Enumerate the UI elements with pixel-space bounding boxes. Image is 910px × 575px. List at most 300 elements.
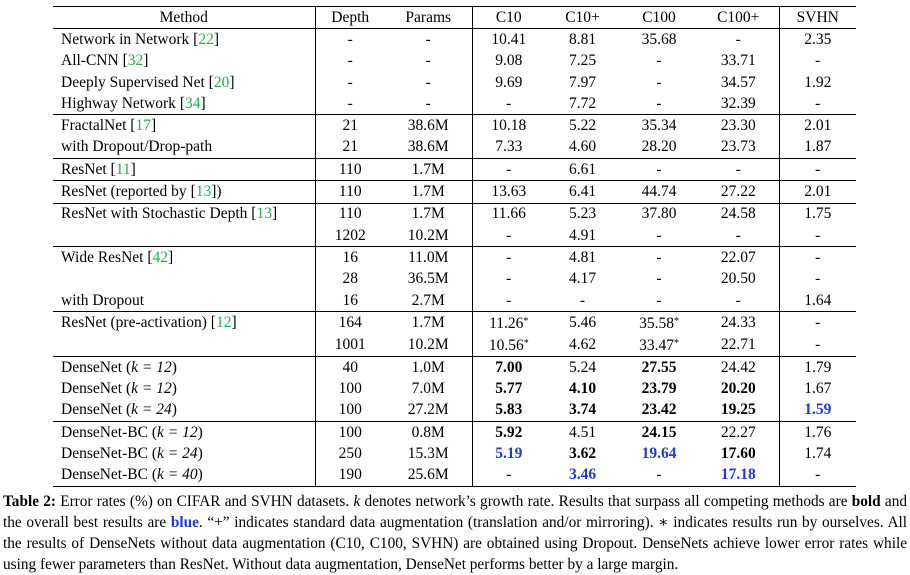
value-cell: [779, 334, 856, 357]
table-caption: [3, 491, 907, 575]
cell-value: 110: [338, 205, 362, 223]
cell-value: -: [579, 291, 586, 309]
value-cell: [620, 225, 698, 247]
value-cell: [385, 312, 472, 335]
cell-value: -: [815, 270, 821, 288]
cell-value: 7.0M: [411, 380, 445, 398]
value-cell: [698, 247, 779, 269]
value-cell: [620, 269, 698, 290]
table-row: [53, 378, 856, 399]
method-suffix: ): [197, 444, 203, 462]
cell-value: 1001: [334, 336, 366, 354]
method-cell: [53, 334, 315, 357]
table-row: [53, 334, 856, 357]
cell-value: 33.47: [639, 337, 674, 355]
value-cell: [385, 181, 472, 203]
cell-value: 110: [338, 160, 362, 178]
cell-value: 16: [342, 248, 358, 266]
value-cell: [779, 290, 856, 312]
value-cell: [545, 51, 620, 72]
value-cell: [620, 400, 698, 422]
cell-value: -: [735, 226, 741, 244]
cell-value: 27.55: [641, 358, 677, 376]
table-row: [53, 181, 856, 203]
caption-blue-word: blue: [170, 514, 199, 531]
value-cell: [315, 247, 385, 269]
cell-value: -: [347, 52, 353, 70]
value-cell: [472, 247, 545, 269]
method-cell: [53, 400, 315, 422]
method-cell: [53, 443, 315, 464]
cell-value: 4.10: [568, 380, 597, 398]
method-cell: [53, 465, 315, 487]
value-cell: [545, 181, 620, 203]
value-cell: [385, 137, 472, 159]
column-header: C10: [472, 7, 545, 29]
cell-value: 3.62: [568, 444, 597, 462]
cell-value: 24.58: [720, 205, 756, 223]
cell-value: -: [506, 94, 512, 112]
table-header-row: [53, 7, 856, 29]
cell-value: 0.8M: [411, 423, 445, 441]
cell-value: 35.34: [641, 117, 677, 135]
citation-link[interactable]: 34: [184, 94, 201, 112]
cell-value: 1.7M: [411, 314, 445, 332]
value-cell: [779, 443, 856, 464]
value-cell: [698, 334, 779, 357]
cell-value: 1.64: [804, 291, 832, 309]
cell-value: 34.57: [720, 73, 756, 91]
cell-value: 4.17: [568, 270, 597, 288]
cell-value: -: [815, 248, 821, 266]
value-cell: [779, 159, 856, 181]
value-cell: [385, 290, 472, 312]
cell-value: 13.63: [491, 183, 527, 201]
cell-value: 11.0M: [408, 248, 449, 266]
value-cell: [545, 290, 620, 312]
value-cell: [698, 312, 779, 335]
method-suffix: ): [171, 380, 177, 398]
method-name: with Dropout/Drop-path: [61, 138, 213, 156]
growth-rate: k = 12: [131, 380, 172, 398]
cell-value: -: [815, 314, 821, 332]
citation-link[interactable]: 11: [115, 160, 131, 178]
citation-link[interactable]: 32: [127, 52, 144, 70]
method-cell: ResNet [11]: [53, 159, 315, 181]
cell-value: -: [506, 291, 512, 309]
method-name: All-CNN: [61, 52, 119, 70]
value-cell: [779, 115, 856, 137]
cell-value: 5.92: [495, 423, 523, 441]
cell-value: 7.25: [568, 52, 597, 70]
value-cell: [779, 137, 856, 159]
value-cell: [315, 93, 385, 115]
method-cell: ResNet with Stochastic Depth [13]: [53, 203, 315, 225]
value-cell: [472, 137, 545, 159]
value-cell: [779, 72, 856, 93]
value-cell: [315, 400, 385, 422]
value-cell: [472, 159, 545, 181]
cell-value: 38.6M: [407, 117, 449, 135]
citation-link[interactable]: 13: [195, 183, 212, 201]
value-cell: [545, 422, 620, 444]
value-cell: [545, 203, 620, 225]
table-row: [53, 93, 856, 115]
cell-value: 1.79: [804, 358, 832, 376]
method-suffix: ): [216, 183, 222, 201]
cell-value: 164: [338, 314, 362, 332]
cell-value: -: [506, 248, 512, 266]
cell-value: -: [656, 270, 662, 288]
method-suffix: ): [171, 358, 177, 376]
cell-value: 10.2M: [407, 336, 449, 354]
growth-rate: k = 24: [157, 444, 198, 462]
method-cell: [53, 290, 315, 312]
value-cell: [620, 290, 698, 312]
citation-link[interactable]: 13: [256, 205, 272, 223]
column-header: Method: [53, 7, 315, 29]
cell-value: 22.71: [720, 336, 756, 354]
cell-value: 8.81: [568, 30, 597, 48]
method-name: DenseNet-BC (: [61, 423, 157, 441]
method-suffix: ): [197, 423, 203, 441]
cell-value: -: [347, 94, 353, 112]
cell-value: 10.18: [491, 117, 527, 135]
value-cell: [779, 225, 856, 247]
caption-text-2: denotes network’s growth rate. Results that surpass all competing methods are: [360, 493, 852, 510]
caption-label: Table 2:: [3, 493, 56, 510]
value-cell: [385, 247, 472, 269]
citation-link[interactable]: 42: [152, 248, 168, 266]
value-cell: [315, 51, 385, 72]
value-cell: [620, 72, 698, 93]
cell-value: -: [506, 270, 512, 288]
value-cell: [315, 137, 385, 159]
value-cell: [472, 203, 545, 225]
value-cell: [385, 115, 472, 137]
method-cell: [53, 422, 315, 444]
table-row: [53, 225, 856, 247]
own-run-marker: *: [673, 338, 679, 350]
method-cell: [53, 357, 315, 379]
cell-value: 9.08: [495, 52, 523, 70]
column-header: SVHN: [779, 7, 856, 29]
cell-value: 10.56: [488, 337, 524, 355]
cell-value: 24.15: [641, 423, 677, 441]
cell-value: -: [506, 466, 512, 484]
method-name: with Dropout: [61, 291, 145, 309]
value-cell: [472, 290, 545, 312]
cell-value: -: [347, 73, 353, 91]
cell-value: 17.18: [720, 466, 756, 484]
value-cell: [315, 465, 385, 487]
method-name: Network in Network: [61, 30, 190, 48]
value-cell: [620, 159, 698, 181]
cell-value: -: [815, 160, 821, 178]
cell-value: 35.68: [641, 30, 677, 48]
value-cell: [779, 400, 856, 422]
cell-value: 4.60: [568, 138, 597, 156]
value-cell: [698, 422, 779, 444]
method-name: Deeply Supervised Net: [61, 73, 205, 91]
table-row: [53, 137, 856, 159]
value-cell: [620, 115, 698, 137]
value-cell: [779, 93, 856, 115]
cell-value: 5.77: [495, 380, 523, 398]
method-cell: ResNet (reported by [13]): [53, 181, 315, 203]
cell-value: -: [735, 160, 741, 178]
value-cell: [315, 312, 385, 335]
value-cell: [620, 203, 698, 225]
value-cell: [698, 269, 779, 290]
value-cell: [698, 357, 779, 379]
value-cell: [620, 181, 698, 203]
table-row: [53, 422, 856, 444]
results-table: [53, 6, 856, 487]
value-cell: [315, 378, 385, 399]
value-cell: [385, 72, 472, 93]
cell-value: -: [425, 73, 431, 91]
method-name: Wide ResNet: [61, 248, 144, 266]
cell-value: 23.73: [720, 138, 756, 156]
value-cell: [698, 225, 779, 247]
cell-value: 11.66: [491, 205, 526, 223]
cell-value: 10.2M: [407, 226, 449, 244]
cell-value: 5.83: [495, 401, 523, 419]
cell-value: -: [656, 73, 662, 91]
value-cell: [698, 29, 779, 51]
value-cell: [545, 400, 620, 422]
table-row: [53, 400, 856, 422]
cell-value: 5.19: [495, 444, 523, 462]
value-cell: [385, 269, 472, 290]
growth-rate: k = 40: [157, 466, 198, 484]
value-cell: [385, 378, 472, 399]
table-row: [53, 115, 856, 137]
value-cell: [698, 51, 779, 72]
cell-value: 1.7M: [411, 160, 445, 178]
value-cell: [385, 29, 472, 51]
value-cell: [385, 400, 472, 422]
cell-value: 5.24: [568, 358, 597, 376]
value-cell: [620, 378, 698, 399]
cell-value: 36.5M: [407, 270, 449, 288]
cell-value: 1.0M: [411, 358, 445, 376]
cell-value: -: [425, 94, 431, 112]
own-run-marker: *: [673, 316, 679, 328]
method-name: DenseNet (: [61, 380, 132, 398]
cell-value: 1.76: [804, 423, 832, 441]
cell-value: 7.72: [568, 94, 597, 112]
method-cell: All-CNN [32]: [53, 51, 315, 72]
cell-value: -: [815, 52, 821, 70]
value-cell: [698, 72, 779, 93]
cell-value: 190: [338, 466, 362, 484]
value-cell: [315, 115, 385, 137]
cell-value: -: [656, 52, 662, 70]
value-cell: [385, 51, 472, 72]
value-cell: [472, 334, 545, 357]
cell-value: 1.67: [804, 380, 832, 398]
value-cell: [472, 72, 545, 93]
value-cell: [620, 334, 698, 357]
value-cell: [472, 378, 545, 399]
cell-value: 9.69: [495, 73, 523, 91]
value-cell: [315, 203, 385, 225]
cell-value: -: [815, 226, 821, 244]
table-row: [53, 247, 856, 269]
cell-value: 1.87: [804, 138, 832, 156]
value-cell: [779, 465, 856, 487]
cell-value: 32.39: [720, 94, 756, 112]
value-cell: [698, 203, 779, 225]
value-cell: [779, 422, 856, 444]
value-cell: [779, 247, 856, 269]
value-cell: [472, 357, 545, 379]
value-cell: [315, 357, 385, 379]
value-cell: [472, 312, 545, 335]
citation-link[interactable]: 17: [135, 117, 151, 135]
cell-value: 22.07: [720, 248, 756, 266]
cell-value: -: [656, 248, 662, 266]
cell-value: 15.3M: [407, 444, 449, 462]
value-cell: [385, 357, 472, 379]
cell-value: 2.01: [804, 117, 832, 135]
cell-value: -: [815, 336, 821, 354]
cell-value: 27.22: [720, 183, 756, 201]
table-row: [53, 159, 856, 181]
cell-value: 21: [342, 117, 358, 135]
table-row: [53, 203, 856, 225]
cell-value: 35.58: [639, 315, 674, 333]
cell-value: 4.91: [568, 226, 597, 244]
value-cell: [779, 29, 856, 51]
cell-value: 33.71: [720, 52, 756, 70]
value-cell: [545, 247, 620, 269]
method-name: ResNet with Stochastic Depth: [61, 205, 248, 223]
cell-value: -: [815, 466, 821, 484]
value-cell: [472, 51, 545, 72]
method-name: DenseNet (: [61, 401, 132, 419]
value-cell: [698, 159, 779, 181]
cell-value: 22.27: [720, 423, 756, 441]
table-body: [53, 29, 856, 487]
cell-value: 37.80: [641, 205, 677, 223]
column-header: C100+: [698, 7, 779, 29]
cell-value: 24.42: [720, 358, 756, 376]
value-cell: [472, 443, 545, 464]
value-cell: [698, 181, 779, 203]
value-cell: [315, 29, 385, 51]
value-cell: [698, 400, 779, 422]
table-row: [53, 312, 856, 335]
method-name: ResNet: [61, 160, 107, 178]
growth-rate: k = 24: [131, 401, 172, 419]
cell-value: -: [656, 291, 662, 309]
method-cell: Network in Network [22]: [53, 29, 315, 51]
cell-value: 21: [342, 138, 358, 156]
method-name: ResNet (pre-activation): [61, 314, 207, 332]
citation-link[interactable]: 22: [198, 30, 214, 48]
value-cell: [620, 137, 698, 159]
cell-value: 110: [338, 183, 362, 201]
method-name: FractalNet: [61, 117, 127, 135]
cell-value: 25.6M: [407, 466, 449, 484]
value-cell: [698, 465, 779, 487]
value-cell: [472, 465, 545, 487]
method-cell: [53, 269, 315, 290]
value-cell: [315, 225, 385, 247]
cell-value: 20.50: [720, 270, 756, 288]
cell-value: 4.81: [568, 248, 597, 266]
value-cell: [620, 443, 698, 464]
value-cell: [315, 159, 385, 181]
value-cell: [698, 290, 779, 312]
value-cell: [385, 93, 472, 115]
method-cell: [53, 378, 315, 399]
method-name: DenseNet-BC (: [61, 444, 157, 462]
cell-value: -: [425, 52, 431, 70]
cell-value: 1.7M: [411, 205, 445, 223]
cell-value: 4.62: [568, 336, 597, 354]
cell-value: 11.26: [489, 315, 524, 333]
cell-value: 1.75: [804, 205, 832, 223]
caption-text-1: Error rates (%) on CIFAR and SVHN datasets.: [55, 493, 354, 510]
cell-value: -: [506, 160, 512, 178]
column-header: C10+: [545, 7, 620, 29]
cell-value: 23.79: [641, 380, 677, 398]
citation-link[interactable]: 20: [213, 73, 230, 91]
value-cell: [545, 115, 620, 137]
cell-value: 1.74: [804, 444, 832, 462]
cell-value: 1.92: [804, 73, 832, 91]
cell-value: 6.61: [568, 160, 597, 178]
value-cell: [698, 378, 779, 399]
method-cell: [53, 225, 315, 247]
value-cell: [385, 422, 472, 444]
value-cell: [472, 400, 545, 422]
value-cell: [698, 115, 779, 137]
value-cell: [472, 225, 545, 247]
cell-value: 250: [338, 444, 362, 462]
cell-value: 40: [342, 358, 358, 376]
cell-value: 19.64: [641, 444, 677, 462]
column-header: Params: [385, 7, 472, 29]
value-cell: [545, 159, 620, 181]
method-suffix: ): [197, 466, 203, 484]
method-suffix: ): [171, 401, 177, 419]
value-cell: [545, 29, 620, 51]
value-cell: [315, 181, 385, 203]
value-cell: [779, 203, 856, 225]
value-cell: [779, 181, 856, 203]
cell-value: 1.7M: [411, 183, 445, 201]
citation-link[interactable]: 12: [215, 314, 232, 332]
cell-value: 7.00: [495, 358, 523, 376]
caption-text-4: . “+” indicates standard data augmentation (translation and/or mirroring). ∗ indicates results run by ourselves. All the results of DenseNets without data augmentation (C10, C100, SVHN) are obtained using Dropout. DenseNets achieve lower error rates while using fewer parameters than ResNet. Without data augmentation, DenseNet performs better by a large margin.: [3, 514, 907, 573]
value-cell: [472, 115, 545, 137]
column-header: C100: [620, 7, 698, 29]
table-row: [53, 465, 856, 487]
value-cell: [545, 312, 620, 335]
caption-text-3: and the overall best results are: [3, 493, 907, 531]
value-cell: [385, 443, 472, 464]
value-cell: [779, 269, 856, 290]
table-row: [53, 51, 856, 72]
caption-bold-word: bold: [851, 493, 881, 510]
cell-value: 16: [342, 291, 358, 309]
value-cell: [545, 137, 620, 159]
